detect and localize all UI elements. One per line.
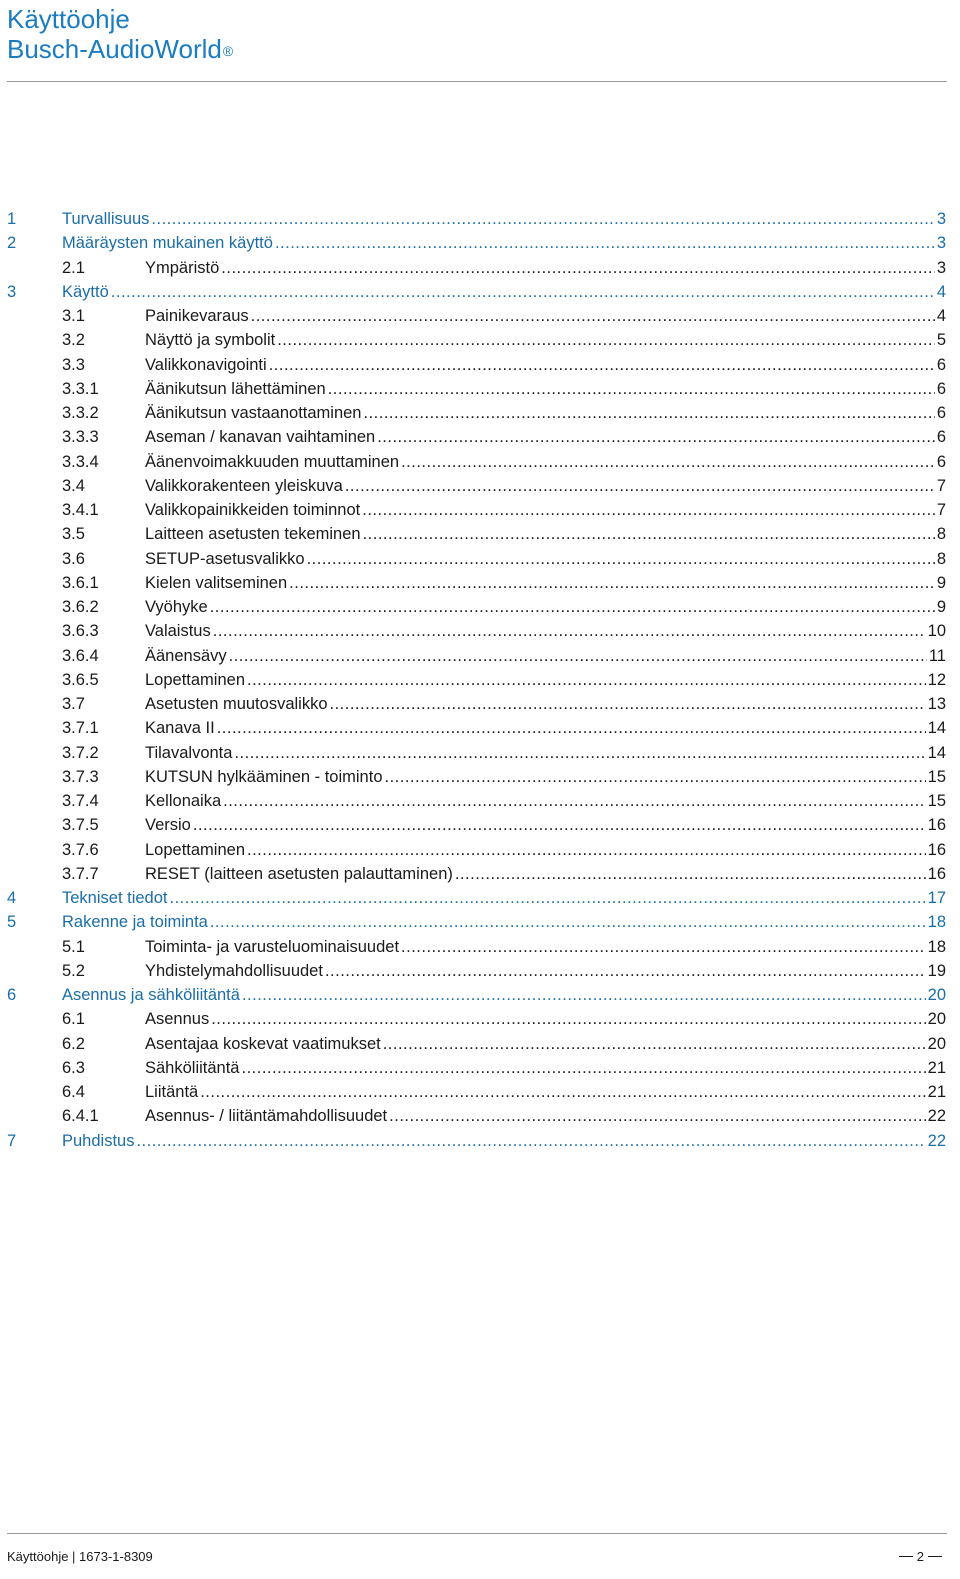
toc-entry-page[interactable]: 10 — [927, 622, 946, 641]
toc-entry-label[interactable]: Sähköliitäntä — [145, 1058, 240, 1077]
toc-entry[interactable] — [0, 935, 960, 959]
toc-leader-dots — [275, 231, 935, 255]
toc-entry-page[interactable]: 5 — [936, 331, 946, 350]
toc-leader-dots — [136, 1129, 925, 1153]
toc-entry-label[interactable]: Aseman / kanavan vaihtaminen — [145, 428, 376, 447]
toc-entry[interactable] — [0, 1080, 960, 1104]
toc-entry[interactable] — [0, 474, 960, 498]
toc-entry-label[interactable]: Valikkonavigointi — [145, 355, 267, 374]
toc-entry-body — [145, 1032, 946, 1056]
toc-entry-body — [62, 280, 946, 304]
toc-entry-label[interactable]: Äänensävy — [145, 646, 227, 665]
toc-entry-number: 5 — [7, 913, 17, 932]
toc-entry-label[interactable]: Näyttö ja symbolit — [145, 331, 276, 350]
toc-leader-dots — [111, 280, 935, 304]
toc-entry-label[interactable]: Määräysten mukainen käyttö — [62, 234, 273, 253]
toc-entry-page[interactable]: 9 — [936, 598, 946, 616]
toc-entry-page[interactable]: 12 — [927, 670, 946, 689]
toc-entry-page[interactable]: 7 — [936, 501, 946, 519]
toc-entry-label[interactable]: SETUP-asetusvalikko — [145, 549, 305, 568]
toc-leader-dots — [363, 401, 934, 425]
toc-entry-label[interactable]: Asennus- / liitäntämahdollisuudet — [145, 1107, 388, 1126]
toc-entry[interactable] — [0, 280, 960, 304]
toc-entry-page[interactable]: 8 — [936, 549, 946, 568]
toc-entry-number: 6.1 — [62, 1010, 85, 1029]
toc-entry[interactable] — [0, 450, 960, 474]
toc-entry-label[interactable]: KUTSUN hylkääminen - toiminto — [145, 767, 383, 786]
toc-entry-number: 4 — [7, 889, 17, 907]
toc-entry-page[interactable]: 16 — [927, 816, 946, 835]
toc-entry-body — [62, 1129, 946, 1153]
toc-entry-page[interactable]: 4 — [936, 282, 946, 301]
toc-leader-dots — [251, 304, 935, 328]
toc-entry-body — [145, 692, 946, 716]
toc-entry-body — [145, 450, 946, 474]
toc-entry-number: 3.7.6 — [62, 840, 99, 859]
toc-entry-body — [145, 474, 946, 498]
registered-mark: ® — [222, 43, 234, 59]
toc-entry[interactable] — [0, 547, 960, 571]
toc-entry[interactable] — [0, 304, 960, 328]
toc-entry-page[interactable]: 21 — [927, 1058, 946, 1077]
toc-entry-number: 5.2 — [62, 961, 85, 980]
toc-leader-dots — [193, 813, 926, 837]
toc-entry-number: 5.1 — [62, 937, 85, 956]
toc-leader-dots — [229, 644, 927, 668]
toc-entry-body — [145, 1007, 946, 1031]
toc-entry-body — [145, 765, 946, 789]
toc-entry-body — [62, 231, 946, 255]
toc-entry-number: 3.3.4 — [62, 452, 99, 471]
toc-leader-dots — [401, 450, 935, 474]
toc-entry-label[interactable]: Äänikutsun lähettäminen — [145, 379, 326, 398]
toc-entry-body — [145, 741, 946, 765]
toc-leader-dots — [289, 571, 935, 595]
toc-entry-page[interactable]: 3 — [936, 210, 946, 228]
toc-leader-dots — [389, 1104, 925, 1128]
toc-entry-page[interactable]: 16 — [927, 840, 946, 859]
toc-leader-dots — [247, 668, 926, 692]
toc-entry-number: 3.7.2 — [62, 743, 99, 762]
toc-leader-dots — [234, 741, 925, 765]
toc-entry-number: 6.2 — [62, 1034, 85, 1053]
toc-entry-number: 6 — [7, 986, 17, 1004]
toc-entry-page[interactable]: 18 — [927, 913, 946, 932]
toc-entry-label[interactable]: Puhdistus — [62, 1131, 135, 1150]
toc-entry[interactable] — [0, 789, 960, 813]
toc-entry-label[interactable]: Laitteen asetusten tekeminen — [145, 525, 361, 544]
toc-entry-number: 3.7.4 — [62, 792, 99, 810]
toc-entry-page[interactable]: 22 — [927, 1131, 946, 1150]
toc-entry[interactable] — [0, 838, 960, 862]
toc-entry-label[interactable]: Kanava II — [145, 719, 215, 738]
toc-entry[interactable] — [0, 644, 960, 668]
toc-entry-page[interactable]: 6 — [936, 404, 946, 422]
toc-entry-label[interactable]: Vyöhyke — [145, 598, 208, 616]
toc-entry[interactable] — [0, 231, 960, 255]
toc-entry-body — [62, 207, 946, 231]
toc-entry[interactable] — [0, 862, 960, 886]
toc-entry[interactable] — [0, 959, 960, 983]
toc-entry-label[interactable]: Toiminta- ja varusteluominaisuudet — [145, 937, 400, 956]
toc-entry[interactable] — [0, 886, 960, 910]
toc-entry-number: 3.4 — [62, 476, 85, 495]
toc-entry-body — [145, 1104, 946, 1128]
toc-entry-number: 3.5 — [62, 525, 85, 544]
toc-entry[interactable] — [0, 328, 960, 352]
header-divider — [7, 81, 947, 82]
toc-entry-body — [145, 862, 946, 886]
toc-leader-dots — [217, 716, 926, 740]
toc-entry-body — [145, 838, 946, 862]
toc-entry[interactable] — [0, 522, 960, 546]
toc-entry-page[interactable]: 8 — [936, 525, 946, 544]
toc-entry-body — [145, 1080, 946, 1104]
toc-entry-label[interactable]: Tilavalvonta — [145, 743, 233, 762]
toc-entry[interactable] — [0, 377, 960, 401]
product-name-text: Busch-AudioWorld — [7, 34, 222, 64]
toc-leader-dots — [307, 547, 935, 571]
toc-leader-dots — [269, 353, 935, 377]
toc-entry-number: 3.6.1 — [62, 573, 99, 592]
toc-entry-number: 3.2 — [62, 331, 85, 350]
toc-entry-body — [145, 789, 946, 813]
toc-entry-page[interactable]: 4 — [936, 307, 946, 325]
toc-entry-label[interactable]: Valaistus — [145, 622, 211, 641]
toc-leader-dots — [211, 1007, 925, 1031]
toc-entry-body — [145, 304, 946, 328]
toc-leader-dots — [401, 935, 926, 959]
toc-entry-page[interactable]: 19 — [927, 961, 946, 980]
toc-entry-page[interactable]: 6 — [936, 452, 946, 471]
toc-entry-number: 3.7 — [62, 695, 85, 713]
toc-entry-number: 3.7.5 — [62, 816, 99, 835]
toc-entry-number: 3.6.5 — [62, 670, 99, 689]
toc-entry-page[interactable]: 22 — [927, 1107, 946, 1126]
toc-leader-dots — [247, 838, 926, 862]
toc-leader-dots — [169, 886, 925, 910]
toc-entry-number: 3.3.2 — [62, 404, 99, 422]
toc-entry-page[interactable]: 17 — [927, 889, 946, 907]
toc-entry-body — [145, 522, 946, 546]
toc-entry-number: 3.4.1 — [62, 501, 99, 519]
toc-entry-page[interactable]: 9 — [936, 573, 946, 592]
toc-entry-label[interactable]: Käyttö — [62, 282, 109, 301]
toc-entry-body — [145, 377, 946, 401]
page-number: 2 — [916, 1549, 924, 1564]
toc-entry[interactable] — [0, 813, 960, 837]
toc-entry-number: 3.6 — [62, 549, 85, 568]
toc-entry-body — [145, 401, 946, 425]
toc-entry-label[interactable]: Asetusten muutosvalikko — [145, 695, 328, 713]
toc-entry-label[interactable]: Yhdistelymahdollisuudet — [145, 961, 323, 980]
toc-entry-number: 1 — [7, 210, 17, 228]
toc-entry[interactable] — [0, 571, 960, 595]
toc-entry-body — [145, 353, 946, 377]
footer-divider — [7, 1533, 947, 1534]
toc-entry-number: 2 — [7, 234, 17, 253]
toc-entry[interactable] — [0, 1129, 960, 1153]
toc-entry-label[interactable]: Lopettaminen — [145, 670, 245, 689]
toc-entry[interactable] — [0, 765, 960, 789]
toc-leader-dots — [345, 474, 935, 498]
toc-entry-body — [62, 910, 946, 934]
toc-entry-page[interactable]: 21 — [927, 1083, 946, 1101]
toc-leader-dots — [325, 959, 926, 983]
toc-entry-page[interactable]: 15 — [927, 767, 946, 786]
toc-entry-body — [145, 1056, 946, 1080]
toc-entry-page[interactable]: 6 — [936, 428, 946, 447]
toc-entry-body — [145, 959, 946, 983]
toc-entry-body — [62, 886, 946, 910]
toc-entry-page[interactable]: 3 — [936, 234, 946, 253]
toc-leader-dots — [363, 522, 935, 546]
toc-entry[interactable] — [0, 716, 960, 740]
toc-entry-number: 3.6.4 — [62, 646, 99, 665]
toc-leader-dots — [385, 765, 926, 789]
toc-entry[interactable] — [0, 1007, 960, 1031]
toc-entry-label[interactable]: Kellonaika — [145, 792, 222, 810]
toc-leader-dots — [330, 692, 926, 716]
product-name — [7, 34, 233, 64]
toc-entry-page[interactable]: 11 — [928, 646, 946, 665]
toc-entry-page[interactable]: 20 — [927, 986, 946, 1004]
toc-entry-number: 3.7.7 — [62, 864, 99, 883]
toc-entry-label[interactable]: Lopettaminen — [145, 840, 245, 859]
toc-entry-number: 6.4.1 — [62, 1107, 99, 1126]
table-of-contents — [0, 207, 960, 1153]
toc-entry-body — [62, 983, 946, 1007]
toc-entry-number: 6.4 — [62, 1083, 85, 1101]
toc-entry-label[interactable]: Valikkorakenteen yleiskuva — [145, 476, 343, 495]
toc-leader-dots — [383, 1032, 926, 1056]
toc-leader-dots — [328, 377, 935, 401]
toc-entry-label[interactable]: Rakenne ja toiminta — [62, 913, 208, 932]
toc-entry-body — [145, 716, 946, 740]
toc-entry-page[interactable]: 20 — [927, 1034, 946, 1053]
toc-entry-body — [145, 328, 946, 352]
toc-entry-body — [145, 935, 946, 959]
toc-entry-body — [145, 619, 946, 643]
footer-page-number — [895, 1549, 946, 1564]
toc-entry-page[interactable]: 3 — [936, 258, 946, 277]
toc-entry-label[interactable]: Liitäntä — [145, 1083, 199, 1101]
toc-entry-number: 3.1 — [62, 307, 85, 325]
toc-entry-number: 3.6.2 — [62, 598, 99, 616]
toc-entry-body — [145, 813, 946, 837]
toc-entry-page[interactable]: 6 — [936, 355, 946, 374]
toc-entry-number: 3.3.1 — [62, 379, 99, 398]
toc-entry-label[interactable]: Asennus ja sähköliitäntä — [62, 986, 240, 1004]
toc-entry-number: 3.7.1 — [62, 719, 99, 738]
toc-entry[interactable] — [0, 1032, 960, 1056]
toc-entry-number: 3 — [7, 282, 17, 301]
toc-entry-number: 2.1 — [62, 258, 85, 277]
toc-leader-dots — [210, 595, 935, 619]
footer-dash-left — [899, 1556, 913, 1557]
toc-entry-body — [145, 595, 946, 619]
toc-entry-page[interactable]: 15 — [927, 792, 946, 810]
toc-entry-page[interactable]: 14 — [927, 743, 946, 762]
toc-entry[interactable] — [0, 425, 960, 449]
toc-leader-dots — [223, 789, 926, 813]
toc-entry-page[interactable]: 16 — [927, 864, 946, 883]
toc-entry[interactable] — [0, 692, 960, 716]
toc-entry-label[interactable]: Turvallisuus — [62, 210, 150, 228]
toc-entry[interactable] — [0, 401, 960, 425]
toc-entry-number: 7 — [7, 1131, 17, 1150]
toc-leader-dots — [210, 910, 926, 934]
toc-entry[interactable] — [0, 910, 960, 934]
toc-entry-number: 3.7.3 — [62, 767, 99, 786]
toc-entry-body — [145, 644, 946, 668]
toc-entry-label[interactable]: Painikevaraus — [145, 307, 249, 325]
toc-entry[interactable] — [0, 741, 960, 765]
toc-entry-body — [145, 571, 946, 595]
toc-entry-page[interactable]: 13 — [927, 695, 946, 713]
toc-entry-label[interactable]: Tekniset tiedot — [62, 889, 168, 907]
document-header — [7, 4, 233, 64]
toc-entry-number: 6.3 — [62, 1058, 85, 1077]
toc-entry-body — [145, 668, 946, 692]
toc-entry-page[interactable]: 20 — [927, 1010, 946, 1029]
toc-entry[interactable] — [0, 256, 960, 280]
toc-entry[interactable] — [0, 1104, 960, 1128]
toc-leader-dots — [277, 328, 935, 352]
toc-entry-label[interactable]: Kielen valitseminen — [145, 573, 288, 592]
toc-leader-dots — [455, 862, 926, 886]
toc-entry-label[interactable]: Valikkopainikkeiden toiminnot — [145, 501, 361, 519]
toc-entry[interactable] — [0, 619, 960, 643]
toc-entry[interactable] — [0, 207, 960, 231]
toc-entry-body — [145, 547, 946, 571]
toc-entry-number: 3.6.3 — [62, 622, 99, 641]
toc-leader-dots — [241, 1056, 925, 1080]
toc-entry[interactable] — [0, 668, 960, 692]
toc-entry[interactable] — [0, 595, 960, 619]
toc-entry-page[interactable]: 6 — [936, 379, 946, 398]
toc-entry-body — [145, 256, 946, 280]
toc-leader-dots — [221, 256, 935, 280]
toc-entry-label[interactable]: Versio — [145, 816, 191, 835]
toc-entry-number: 3.3 — [62, 355, 85, 374]
footer-doc-id: Käyttöohje | 1673-1-8309 — [7, 1549, 153, 1564]
toc-entry-page[interactable]: 7 — [936, 476, 946, 495]
toc-entry-label[interactable]: Äänikutsun vastaanottaminen — [145, 404, 362, 422]
toc-leader-dots — [213, 619, 926, 643]
toc-leader-dots — [151, 207, 934, 231]
document-title: Käyttöohje — [7, 4, 130, 34]
toc-entry[interactable] — [0, 983, 960, 1007]
toc-entry[interactable] — [0, 498, 960, 522]
toc-entry-label[interactable]: Asennus — [145, 1010, 210, 1029]
toc-entry-page[interactable]: 14 — [927, 719, 946, 738]
toc-leader-dots — [377, 425, 935, 449]
toc-entry-page[interactable]: 18 — [927, 937, 946, 956]
toc-entry-label[interactable]: Äänenvoimakkuuden muuttaminen — [145, 452, 400, 471]
toc-entry-number: 3.3.3 — [62, 428, 99, 447]
toc-entry-body — [145, 425, 946, 449]
toc-entry[interactable] — [0, 353, 960, 377]
toc-entry-body — [145, 498, 946, 522]
toc-entry-label[interactable]: Asentajaa koskevat vaatimukset — [145, 1034, 381, 1053]
toc-entry[interactable] — [0, 1056, 960, 1080]
toc-leader-dots — [362, 498, 935, 522]
toc-leader-dots — [200, 1080, 925, 1104]
footer-dash-right — [928, 1556, 942, 1557]
toc-entry-label[interactable]: RESET (laitteen asetusten palauttaminen) — [145, 864, 453, 883]
toc-entry-label[interactable]: Ympäristö — [145, 258, 220, 277]
toc-leader-dots — [242, 983, 926, 1007]
